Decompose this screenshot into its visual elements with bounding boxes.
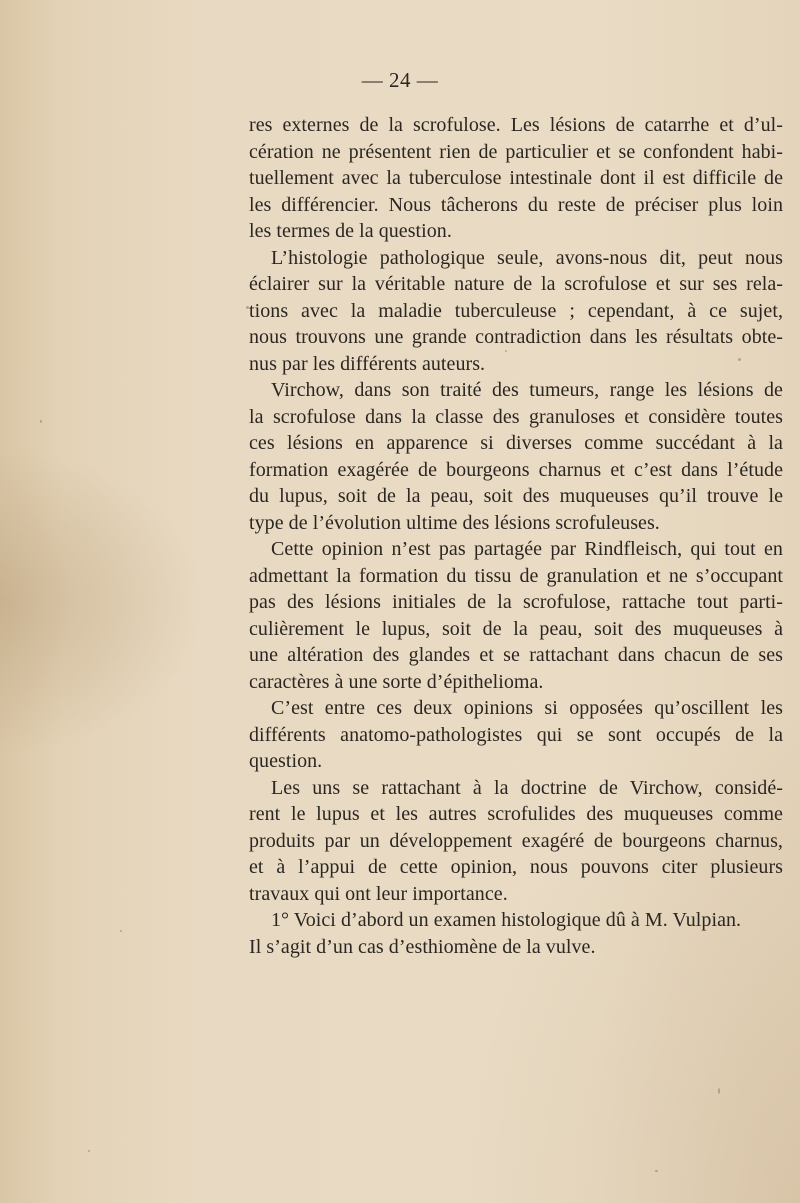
text-line: les différencier. Nous tâcherons du reste de préciser plus loin bbox=[249, 193, 783, 216]
text-line: travaux qui ont leur importance. bbox=[249, 882, 508, 905]
text-line: tuellement avec la tuberculose intestinale dont il est difficile de bbox=[249, 167, 783, 189]
text-line: 1° Voici d’abord un examen histologique dû à M. Vulpian. bbox=[271, 909, 742, 931]
text-line: res externes de la scrofulose. Les lésions de catarrhe et d’ul- bbox=[249, 114, 783, 136]
text-line: culièrement le lupus, soit de la peau, soit des muqueuses à bbox=[249, 617, 783, 640]
paper-speck bbox=[40, 420, 42, 423]
text-line: Virchow, dans son traité des tumeurs, range les lésions de bbox=[271, 379, 783, 401]
text-line: ces lésions en apparence si diverses comme succédant à la bbox=[249, 432, 783, 454]
text-line: rent le lupus et les autres scrofulides des muqueuses comme bbox=[249, 803, 783, 825]
text-line: les termes de la question. bbox=[249, 220, 452, 242]
paper-speck bbox=[120, 930, 122, 932]
text-line: Les uns se rattachant à la doctrine de Virchow, considé- bbox=[271, 776, 783, 799]
page-number: — 24 — bbox=[361, 68, 439, 92]
text-line: éclairer sur la véritable nature de la scrofulose et sur ses rela- bbox=[249, 273, 783, 295]
text-line: question. bbox=[249, 750, 323, 772]
paper-speck bbox=[88, 1150, 90, 1152]
text-line: produits par un développement exagéré de bourgeons charnus, bbox=[249, 829, 783, 852]
text-line: admettant la formation du tissu de granulation et ne s’occupant bbox=[249, 564, 783, 587]
text-line: C’est entre ces deux opinions si opposées qu’oscillent les bbox=[271, 697, 783, 719]
paper-speck bbox=[505, 350, 507, 352]
body-text bbox=[249, 112, 783, 960]
text-line: Il s’agit d’un cas d’esthiomène de la vulve. bbox=[249, 935, 596, 958]
text-line: pas des lésions initiales de la scrofulose, rattache tout parti- bbox=[249, 591, 783, 613]
text-line: nus par les différents auteurs. bbox=[249, 352, 486, 375]
text-line: L’histologie pathologique seule, avons-nous dit, peut nous bbox=[271, 246, 783, 269]
text-line: formation exagérée de bourgeons charnus et c’est dans l’étude bbox=[249, 458, 783, 481]
text-line: différents anatomo-pathologistes qui se sont occupés de la bbox=[249, 723, 783, 746]
text-line: du lupus, soit de la peau, soit des muqueuses qu’il trouve le bbox=[249, 485, 783, 507]
text-line: caractères à une sorte d’épithelioma. bbox=[249, 670, 544, 693]
text-line: Cette opinion n’est pas partagée par Rindfleisch, qui tout en bbox=[271, 538, 783, 560]
paper-speck bbox=[246, 306, 249, 309]
paper-speck bbox=[718, 1088, 720, 1094]
text-line: type de l’évolution ultime des lésions scrofuleuses. bbox=[249, 511, 660, 534]
paper-speck bbox=[738, 358, 741, 361]
text-line: la scrofulose dans la classe des granuloses et considère toutes bbox=[249, 405, 783, 428]
text-line: nous trouvons une grande contradiction dans les résultats obte- bbox=[249, 326, 783, 348]
text-line: une altération des glandes et se rattachant dans chacun de ses bbox=[249, 644, 783, 666]
text-line: tions avec la maladie tuberculeuse ; cependant, à ce sujet, bbox=[249, 299, 783, 322]
text-line: et à l’appui de cette opinion, nous pouvons citer plusieurs bbox=[249, 856, 783, 878]
paper-speck bbox=[655, 1170, 658, 1172]
text-line: cération ne présentent rien de particulier et se confondent habi- bbox=[249, 140, 783, 163]
